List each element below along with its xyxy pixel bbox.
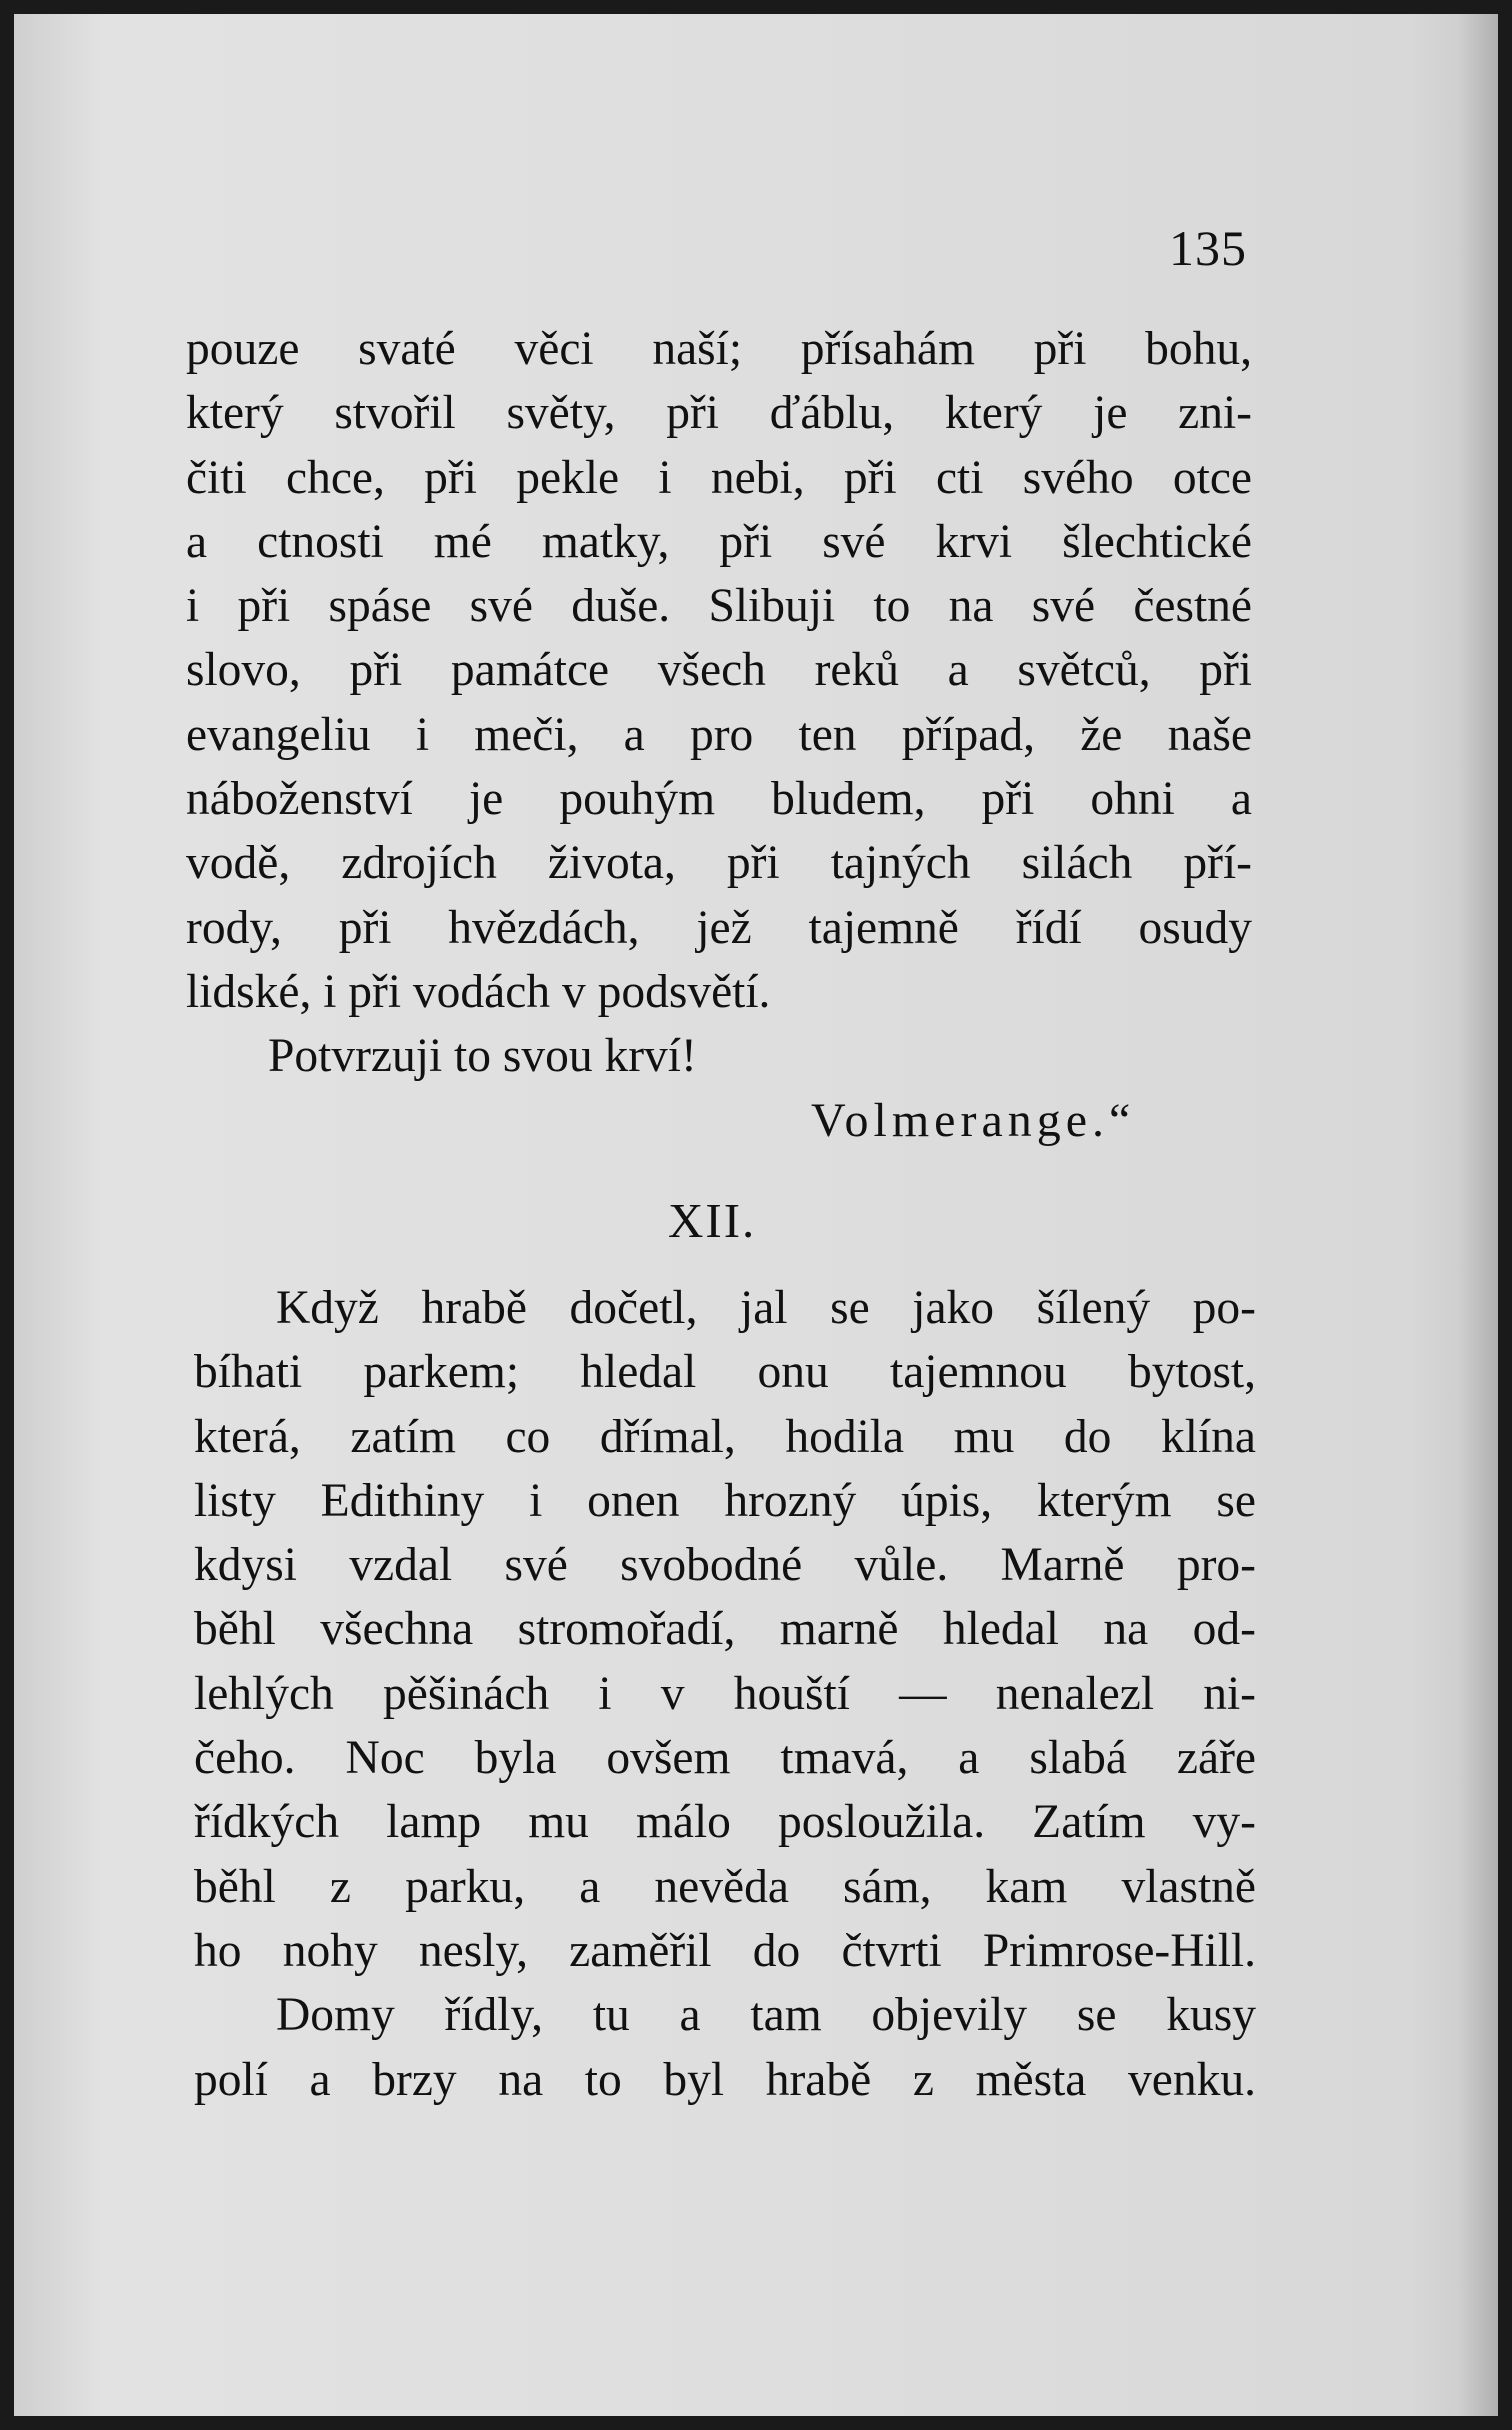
text-line: evangeliu i meči, a pro ten případ, že naše [186, 708, 1252, 761]
text-line: čiti chce, při pekle i nebi, při cti svého otce [186, 451, 1252, 504]
text-line: pouze svaté věci naší; přísahám při bohu, [186, 323, 1252, 375]
text-line: běhl z parku, a nevěda sám, kam vlastně [194, 1860, 1256, 1913]
text-line: a ctnosti mé matky, při své krvi šlechtické [186, 515, 1252, 568]
text-line: která, zatím co dřímal, hodila mu do klína [194, 1410, 1256, 1463]
chapter-text [194, 1276, 1256, 2112]
text-line: kdysi vzdal své svobodné vůle. Marně pro- [194, 1539, 1256, 1592]
signature: Volmerange.“ [811, 1094, 1136, 1147]
text-line: který stvořil světy, při ďáblu, který je zni- [186, 387, 1252, 440]
text-line: bíhati parkem; hledal onu tajemnou bytost, [194, 1346, 1256, 1399]
text-line: lehlých pěšinách i v houští — nenalezl ni- [194, 1667, 1256, 1720]
confirmation-line: Potvrzuji to svou krví! [268, 1030, 697, 1083]
text-line: i při spáse své duše. Slibuji to na své čestné [186, 580, 1252, 633]
page-edge-shadow [1458, 14, 1498, 2416]
text-line: vodě, zdrojích života, při tajných silách pří- [186, 837, 1252, 890]
book-page [14, 14, 1498, 2416]
text-line: čeho. Noc byla ovšem tmavá, a slabá záře [194, 1732, 1256, 1785]
text-line: slovo, při památce všech reků a světců, při [186, 644, 1252, 697]
text-line: listy Edithiny i onen hrozný úpis, kterým se [194, 1474, 1256, 1527]
text-line: polí a brzy na to byl hrabě z města venku. [194, 2053, 1256, 2106]
text-line: rody, při hvězdách, jež tajemně řídí osudy [186, 901, 1252, 954]
text-line: lidské, i při vodách v podsvětí. [186, 965, 771, 1018]
text-line: řídkých lamp mu málo posloužila. Zatím vy- [194, 1796, 1256, 1849]
page-number: 135 [1169, 220, 1247, 276]
text-line: Když hrabě dočetl, jal se jako šílený po- [276, 1282, 1256, 1334]
text-line: běhl všechna stromořadí, marně hledal na od- [194, 1603, 1256, 1656]
oath-paragraph [186, 317, 1252, 1089]
text-line: Domy řídly, tu a tam objevily se kusy [276, 1989, 1256, 2042]
text-line: náboženství je pouhým bludem, při ohni a [186, 773, 1252, 826]
chapter-heading: XII. [668, 1193, 757, 1248]
text-line: ho nohy nesly, zaměřil do čtvrti Primrose-Hill. [194, 1924, 1256, 1977]
